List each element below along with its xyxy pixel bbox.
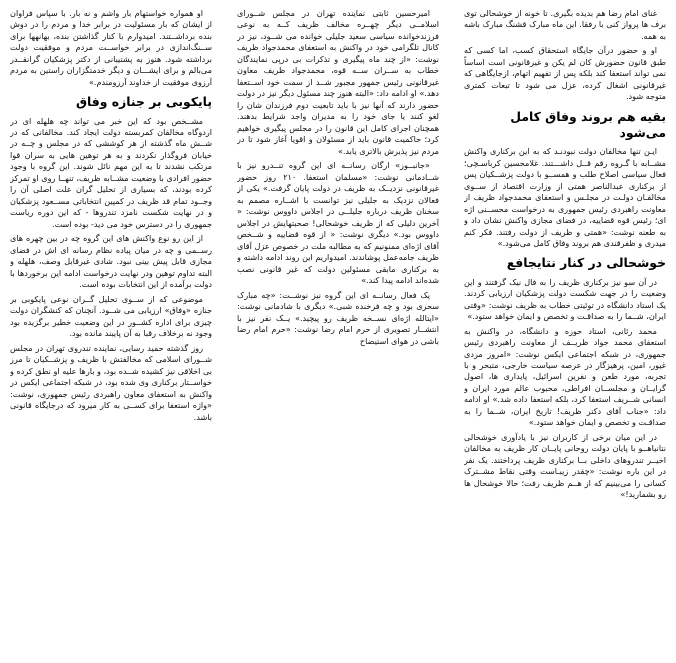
paragraph: امیرحسین ثابتی نماینده تهران در مجلس شــورای اسلامــی دیگر چهــره مخالف ظریف کــه به نوعی فرزندخوانده سیاسی سعید جلیلی خوانده می شــود، نیز در کانال تلگرامی خود در واکنش به استعفای محمدجواد ظریف نوشت: «از چند ماه پیگیری و تذکرات بی درپی نمایندگان خطاب به ســران ســه قوه، محمدجواد ظریف معاون غیرقانونی رئیس جمهور مجبور شــد از سمت خود اســتعفا دهد.» او ادامه داد: «البته هنوز چند مسئول دیگر نیز در دولت حضور دارند که آنها نیز با باید تابعیت دوم فرزندان شان را لغو کنند یا جای خود را به مدیران واجد شرایط بدهند. همچنان اجرای کامل این قانون را در مجلس پیگیری خواهیم کرد؛ حاکمیت قانون باید از مسئولان و اقویا آغاز شود تا در مردم نیز پذیرش بالاتری یابد.» <box>237 8 439 156</box>
column-middle <box>237 8 439 657</box>
paragraph: در این میان برخی از کاربران نیز با یادآوری خوشحالی نتانیاهــو با پایان دولت روحانی پایــان کار ظریف به مخالفان اخیــر تندروهای داخلی بــا برکناری ظریف پرداختند. یک نفر در این باره نوشت: «چقدر زیبـاست وقتی نقاط مشــترک کسانی را می‌بینیم که از هــم ظریف رفت؛ حالا خوشحال ها رو بشمارید!» <box>464 431 666 500</box>
paragraph: او همواره خواستهام بار واشم و نه بار. با سپاس فراوان از ایشان که بار مسئولیت در برابر خدا و مردم را در دوش بنده برداشــتند. امیدوارم با کنار گذاشتن بنده، بهانهها برای ســنگ‌اندازی در برابر خواســت مردم و موفقیت دولت برداشته شود. هنوز به پشتیبانی از دکتر پزشکیان گرانقــدر می‌بالم و برای ایشـــان و دیگر خدمتگزاران راستین به مردم آرزوی موفقیت از خداوند آرزومندم.» <box>10 8 212 87</box>
paragraph: غنای امام رضا هم بدیده بگیری. تا خونه از خوشحالی توی برف ها پرواز کنی با رفقا. این ماه مبارک قشنگ مبارک باشه به همه. <box>464 8 666 41</box>
column-right <box>464 8 666 657</box>
paragraph: در آن سو نیز برکناری ظریف را به فال نیک گرفتند و این وضعیت را در جهت شکست دولت پزشکیان ارزیابی کردند. یک استاد دانشگاه در توئیتی خطاب به ظریف نوشت: «وقتی ایران، شــما را به صداقـت و تخصص و ایمان خواهد ستود.» <box>464 276 666 322</box>
paragraph: ایـن تنها مخالفان دولت نبودنـد که به این برکناری واکنش مشــابه با گـروه رقم قــل داشـــتند. غلامحسین کرباسـچی؛ فعال سیاسی اصلاح طلب و همســو با دولت پزشــکیان پس از برکناری عبدالناصر همتی از وزارت اقتصاد از ســوی مخالفـان دولـت در مجلـس و استعفای محمدجواد ظریف از معاونت راهبردی رئیس جمهوری به درخواست محســنی اژه ای؛ رئیس قوه قضاییه، در فضای مجازی واکنش نشان داد و به طعنه نوشت: «همتی و ظریف از دولت رفتند. فکر کنم میدری و ظفرقندی هم بروند وفاق کامل می‌شود.» <box>464 146 666 248</box>
section-heading: پایکوبی بر جنازه وفاق <box>75 94 212 110</box>
section-heading: خوشحالی در کنار نتایجافع <box>506 255 666 271</box>
section-heading: بقیه هم بروند وفاق کامل می‌شود <box>510 108 666 140</box>
column-left <box>10 8 212 657</box>
paragraph: محمد رئانی، استاد حوزه و دانشگاه، در واکنش به استعفای محمد جواد ظریــف از معاونت راهبردی رئیس جمهوری، در شبکه اجتماعی ایکس نوشت: «امروز مردی غیور، امین، پرهیزگار در عرصه سیاست خارجی، متبحر و با تجربه، مورد طعن و نفرین اسرائیل، پایداری ها، اصول گرایــان و مجلســان افراطی، محبوب عالم مورد ایران و انسانی شــریف استعفا کرد، بلکه استعفا داده شد.» او ادامه داد: «جناب آقای دکتر ظریف! تاریخ ایران، شــما را به صداقـت و تخصص و ایمان خواهد ستود.» <box>464 325 666 428</box>
paragraph: یک فعال رسانــه ای این گروه نیز نوشــت: «چه مبارک سحری بود و چه فرخنده شبی.» دیگری با شادمانی نوشت: «ایتالله اژه‌ای نســخه ظریف رو پیچید.» یــک نفر نیز با انتشــار تصویری از حرم امام رضا نوشت: «حرم امام رضا باشی در هوای استیضاح <box>237 289 439 346</box>
paragraph: مشــخص بود که این خبر می تواند چه هلهله ای در اردوگاه مخالفان کمربسته دولت ایجاد کند. مخالفانی که در شــش ماه گذشته از هر کوششی که در مجلس و چــه در خیابان فروگذار نکردند و به هر توهین هایی به سران قوا مرتکب نشدند تا به این مهم نائل شوند. این گروه با وجود حضور افرادی با وضعیت مشــابه ظریف، تنهــا روی او تمرکز کرده بودند، که بسیاری از تحلیل گران علت اصلی آن را وجــود تمام قد ظریف در کمپین انتخاباتی مســعود پزشکیان و در نهایت شکست نامزد تندروها - که این دوره ریاست جمهوری را در دسترس خود می دید- بوده است. <box>10 115 212 229</box>
paragraph: روز گذشته حمید رسایی، نماینده تندروی تهران در مجلس شــورای اسلامی که مخالفتش با ظریف و پزشــکیان تا مرز بی اخلاقی نیز کشیده شــده بود، و بارها علیه او نطق کرده و خواســتار برکناری وی شده بود، در شبکه اجتماعی ایکس در واکنش به استعفای معاون راهبردی رئیس جمهوری، نوشت: «واژه استعفا برای کســی به کار میرود که درجایگاه قانونی باشد. <box>10 342 212 422</box>
paragraph: «جانبــوز» ارگان رسانــه ای این گروه تنــدرو نیز با شــادمانی نوشت: «مسلمان استعفا. ۲۱۰ روز حضور غیرقانونی نزدیــک به ظریف در دولت پایان گرفت.» یکی از فعالان نزدیک به جلیلی نیز توانست با اشــاره مصمم به سخنان ظریف درباره جلیلــی در اجلاس داووس نوشت: « آخرین دلیلی که از ظریف خوشحالی! صحبتهایش در اجلاس داووس بود.» دیگری نوشت: « از قوه قضاییه و شــخص آقای اژه‌ای ممنونیم که به مطالبه ملت در خصوص عزل آقای ظریف جامه‌عمل پوشاندند. امیدواریم این روند ادامه داشته و به برکناری مابقی مسئولین دولت که غیر قانونی نصب شده‌اند ادامه پیدا کند.» <box>237 160 439 286</box>
paragraph: او و حضور درآن جایگاه استحقاق کسب، اما کسی که طبق قانون حضورش کان لم یکن و غیرقانونی است اساساً نمی تواند استعفا کند بلکه پس از تفهیم اتهام، ازجایگاهی که غیرقانونی اشغال کرده، عزل می شود تا تبعات کمتری متوجه شود. <box>464 45 666 102</box>
article-columns <box>10 8 666 657</box>
paragraph: از این رو نوع واکنش های این گروه چه در بین چهره های رســمی و چه در میان پیاده نظام رسانه ای اش در فضای مجازی قابل پیش بینی نبود. شادی غیرقابل وصف، هلهله و البته تداوم توهین ودر نهایت درخواست ادامه این برخوردها با دولت برآمده از این انتخابات بوده است. <box>10 233 212 290</box>
paragraph: موضوعی که از ســوی تحلیل گــران نوعی پایکوبی بر جنازه «وفاق» ارزیابی می شــود. آنچنان که کنشگران دولت چیزی برای اداره کشــور در این وضعیت خطیر برگزیده بود وجود نه برخلاف رقبا به آن پایبند مانده بود. <box>10 293 212 339</box>
